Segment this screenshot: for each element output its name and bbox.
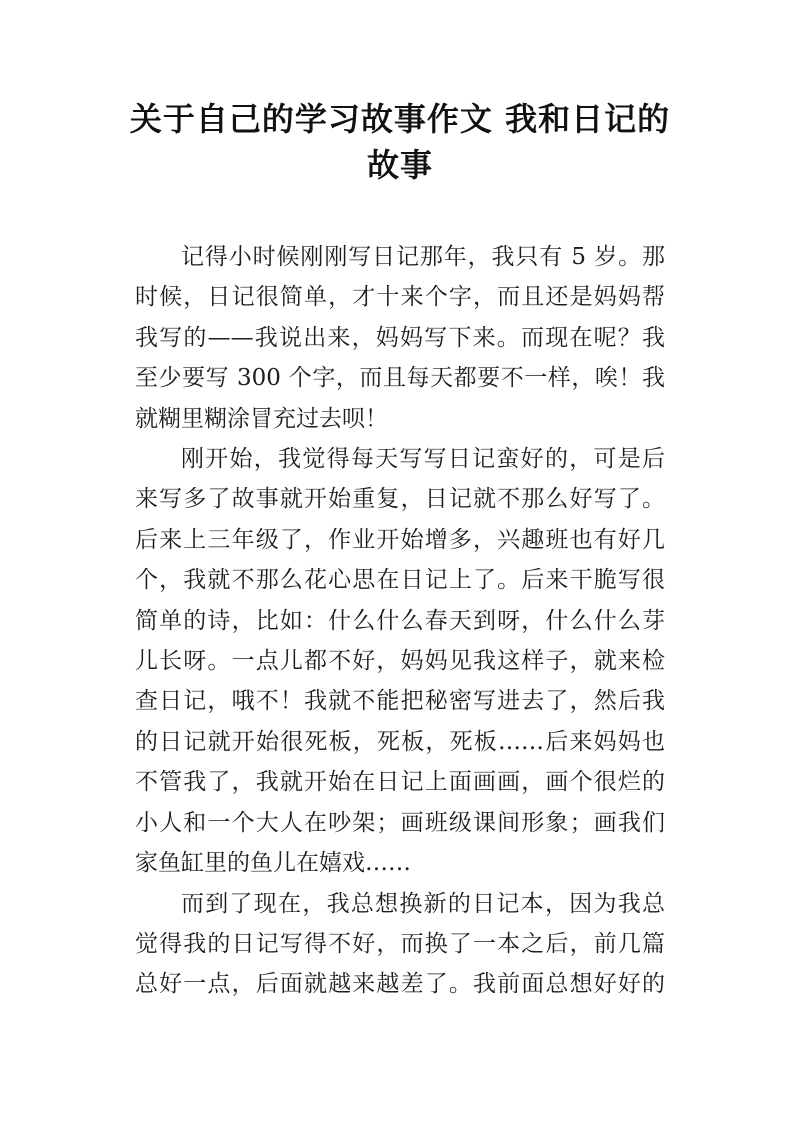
text-line: 儿长呀。一点儿都不好，妈妈见我这样子，就来检 [135,648,665,675]
text-line: 后来上三年级了，作业开始增多，兴趣班也有好几 [135,526,665,553]
document-body [135,237,665,1005]
paragraph-3 [135,884,665,1005]
text-line: 的日记就开始很死板，死板，死板……后来妈妈也 [135,728,665,755]
text-line: 总好一点，后面就越来越差了。我前面总想好好的 [135,971,665,998]
document-title [100,96,700,188]
paragraph-2 [135,439,665,883]
text-line: 我写的——我说出来，妈妈写下来。而现在呢？我 [135,324,665,351]
text-line: 简单的诗，比如：什么什么春天到呀，什么什么芽 [135,607,665,634]
text-line: 时候，日记很简单，才十来个字，而且还是妈妈帮 [135,284,665,311]
text-line: 小人和一个大人在吵架；画班级课间形象；画我们 [135,809,665,836]
text-line: 查日记，哦不！我就不能把秘密写进去了，然后我 [135,688,665,715]
text-line: 刚开始，我觉得每天写写日记蛮好的，可是后 [181,446,665,473]
title-line-2: 故事 [366,146,433,184]
text-line: 觉得我的日记写得不好，而换了一本之后，前几篇 [135,930,665,957]
text-line: 就糊里糊涂冒充过去呗！ [135,405,388,432]
text-line: 不管我了，我就开始在日记上面画画，画个很烂的 [135,769,665,796]
text-line: 至少要写 300 个字，而且每天都要不一样，唉！我 [135,365,665,392]
text-line: 家鱼缸里的鱼儿在嬉戏…… [135,850,411,877]
text-line: 记得小时候刚刚写日记那年，我只有 5 岁。那 [181,244,665,270]
text-line: 而到了现在，我总想换新的日记本，因为我总 [181,890,665,917]
text-line: 来写多了故事就开始重复，日记就不那么好写了。 [135,486,665,513]
title-line-1: 关于自己的学习故事作文 我和日记的 [129,100,671,138]
text-line: 个，我就不那么花心思在日记上了。后来干脆写很 [135,567,665,594]
paragraph-1 [135,237,665,439]
